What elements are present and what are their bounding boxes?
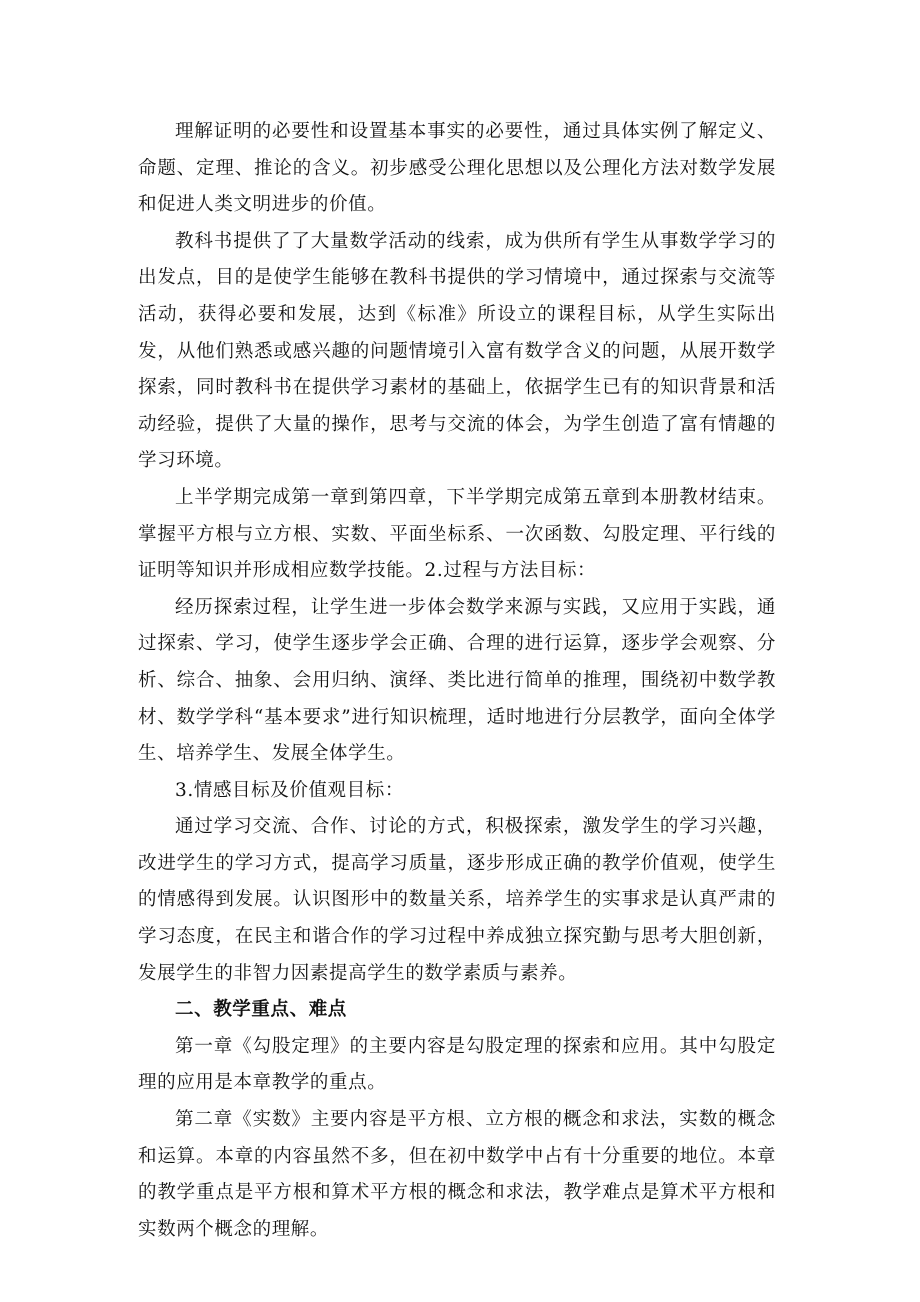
paragraph-semester-plan: 上半学期完成第一章到第四章，下半学期完成第五章到本册教材结束。掌握平方根与立方根、实数、平面坐标系、一次函数、勾股定理、平行线的证明等知识并形成相应数学技能。2.过程与方法目标： [138,486,776,582]
paragraph-chapter-one: 第一章《勾股定理》的主要内容是勾股定理的探索和应用。其中勾股定理的应用是本章教学的重点。 [138,1035,776,1094]
paragraph-proof-necessity: 理解证明的必要性和设置基本事实的必要性，通过具体实例了解定义、命题、定理、推论的含义。初步感受公理化思想以及公理化方法对数学发展和促进人类文明进步的价值。 [138,121,776,216]
document-page [138,114,776,1248]
paragraph-process-methods: 经历探索过程，让学生进一步体会数学来源与实践，又应用于实践，通过探索、学习，使学生逐步学会正确、合理的进行运算，逐步学会观察、分析、综合、抽象、会用归纳、演绎、类比进行简单的推理，围绕初中数学教材、数学学科“基本要求”进行知识梳理，适时地进行分层教学，面向全体学生、培养学生、发展全体学生。 [138,596,776,765]
section-heading-key-points: 二、教学重点、难点 [175,999,347,1021]
paragraph-chapter-two: 第二章《实数》主要内容是平方根、立方根的概念和求法，实数的概念和运算。本章的内容虽然不多，但在初中数学中占有十分重要的地位。本章的教学重点是平方根和算术平方根的概念和求法，教学难点是算术平方根和实数两个概念的理解。 [138,1109,776,1240]
paragraph-textbook-activities: 教科书提供了了大量数学活动的线索，成为供所有学生从事数学学习的出发点，目的是使学生能够在教科书提供的学习情境中，通过探索与交流等活动，获得必要和发展，达到《标准》所设立的课程目标，从学生实际出发，从他们熟悉或感兴趣的问题情境引入富有数学含义的问题，从展开数学探索，同时教科书在提供学习素材的基础上，依据学生已有的知识背景和活动经验，提供了大量的操作，思考与交流的体会，为学生创造了富有情趣的学习环境。 [138,230,776,472]
paragraph-emotion-goals: 通过学习交流、合作、讨论的方式，积极探索，激发学生的学习兴趣，改进学生的学习方式，提高学习质量，逐步形成正确的教学价值观，使学生的情感得到发展。认识图形中的数量关系，培养学生的实事求是认真严肃的学习态度，在民主和谐合作的学习过程中养成独立探究勤与思考大胆创新，发展学生的非智力因素提高学生的数学素质与素养。 [138,816,776,984]
paragraph-emotion-goals-heading: 3.情感目标及价值观目标： [175,779,404,801]
